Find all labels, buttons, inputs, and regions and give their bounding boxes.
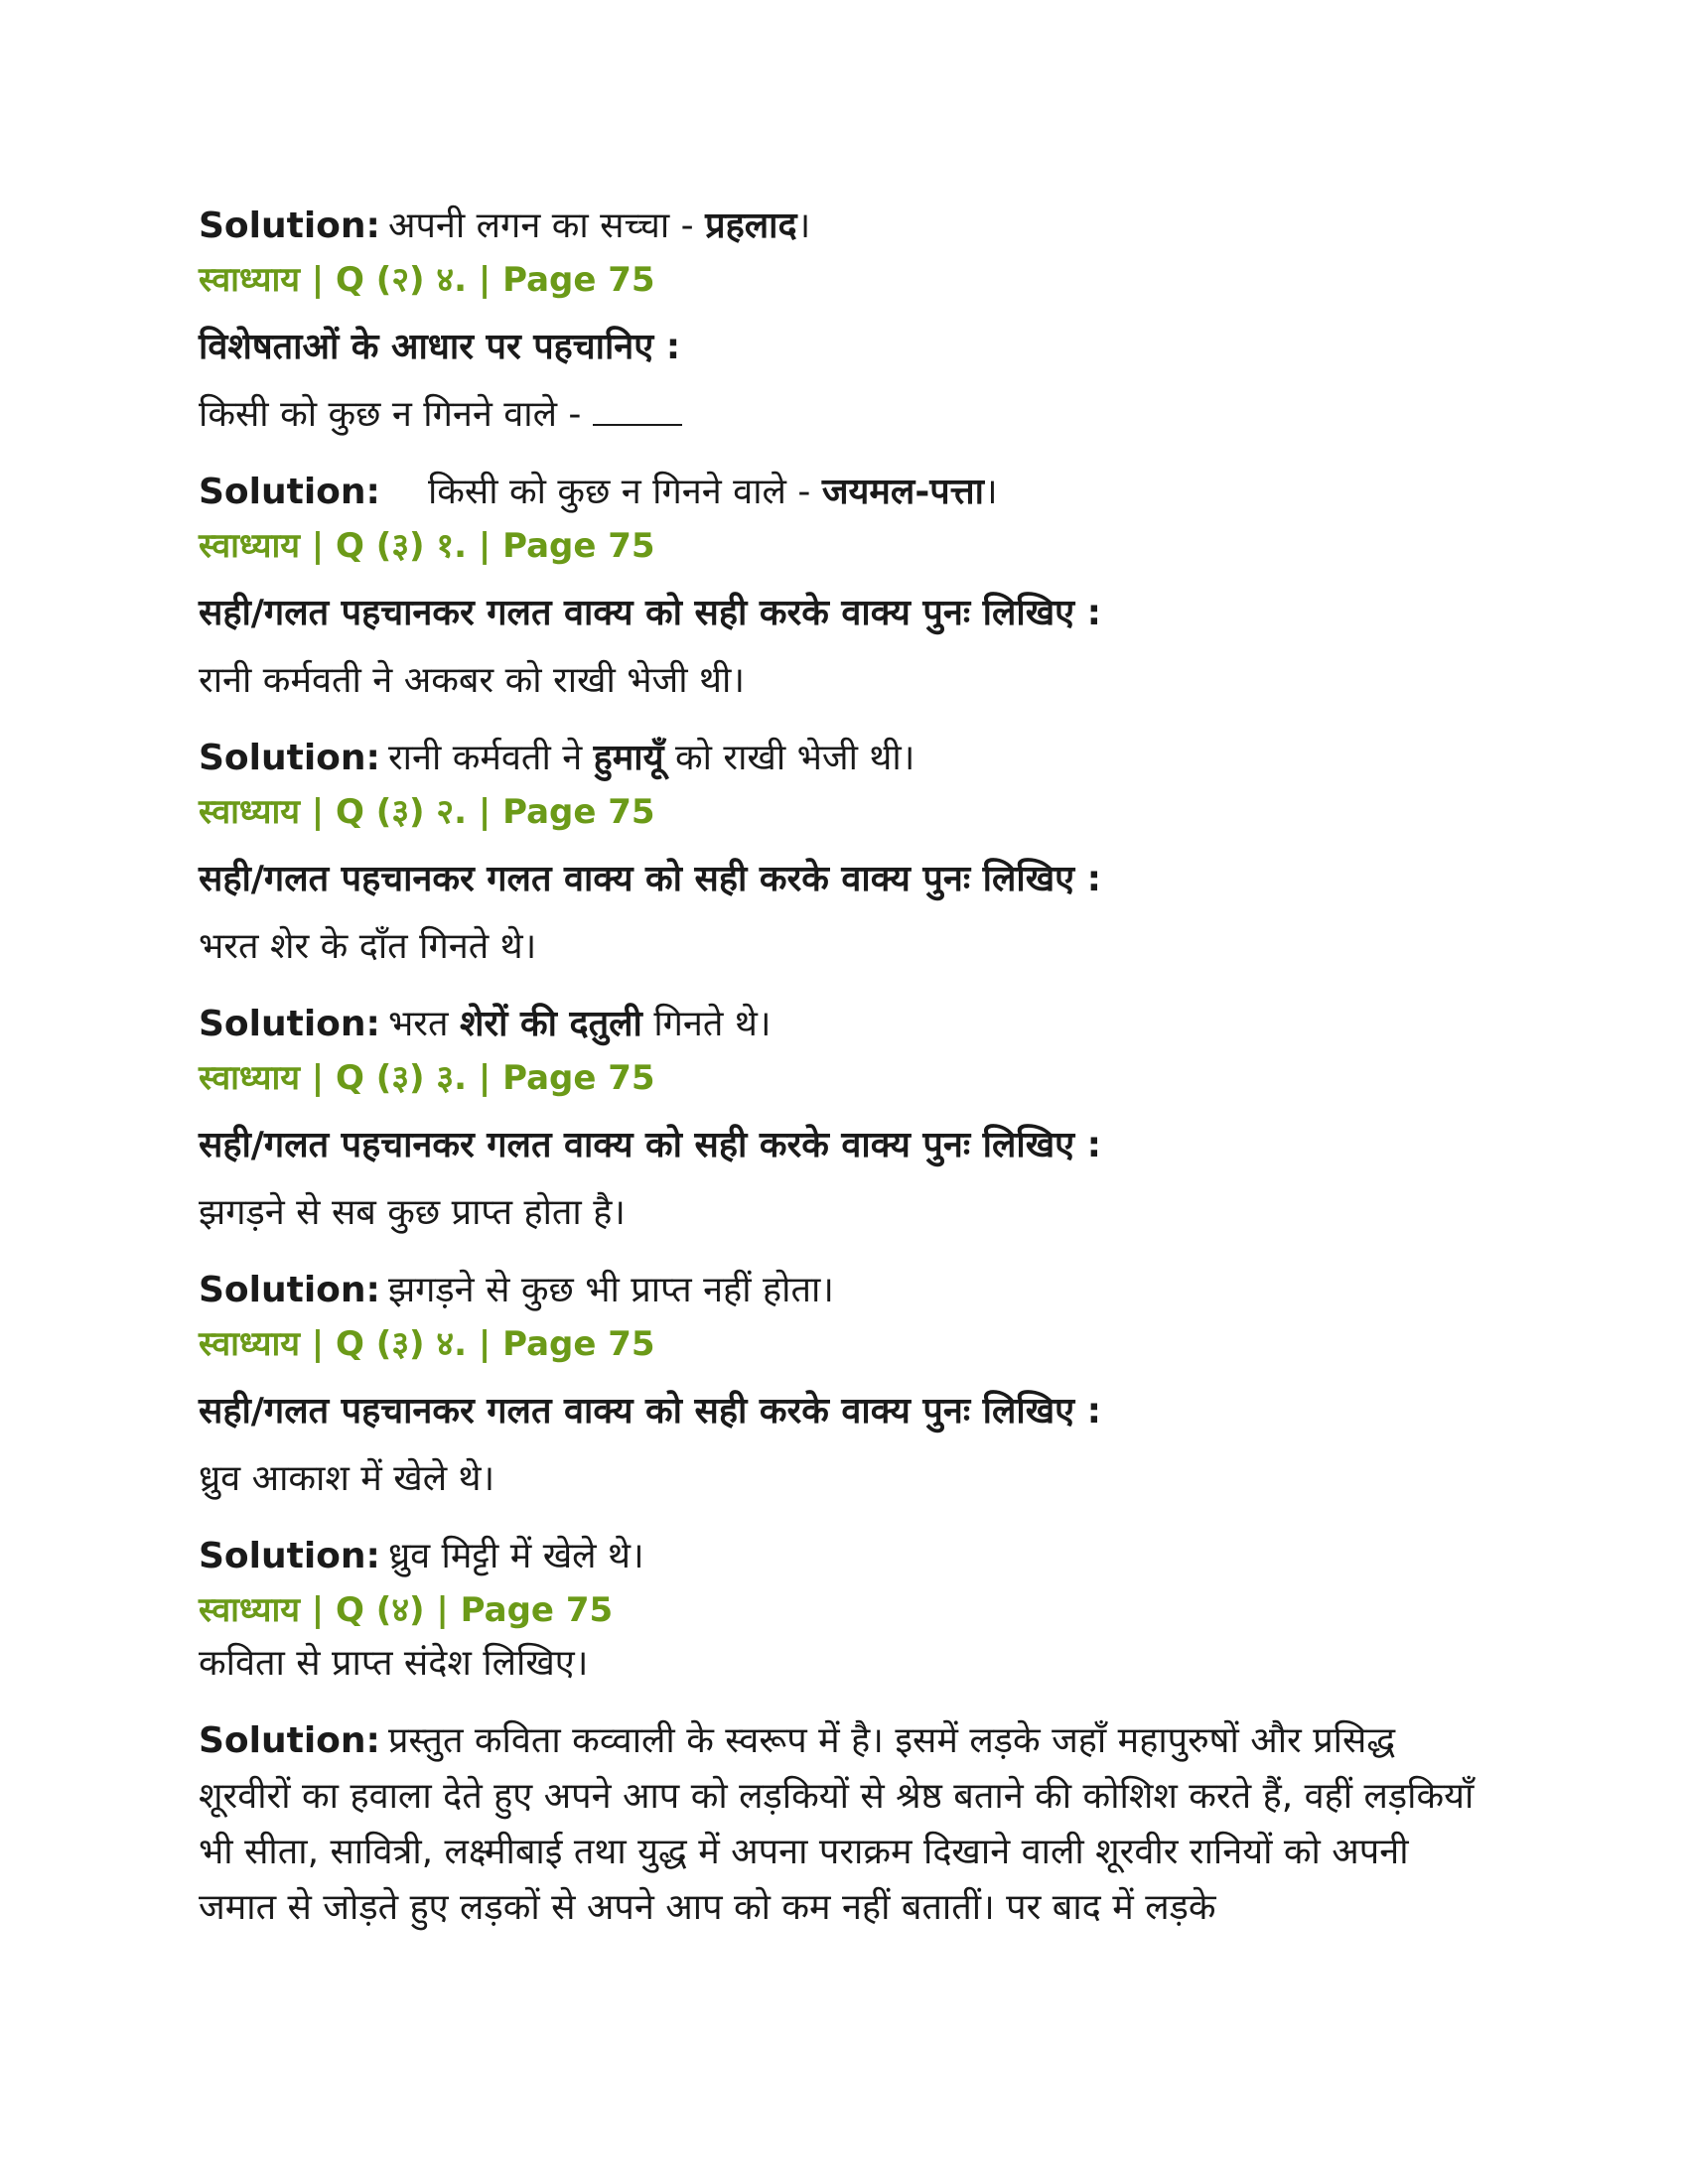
solution-paragraph <box>199 1713 1489 1936</box>
question-text: कविता से प्राप्त संदेश लिखिए। <box>199 1643 589 1684</box>
question-text: झगड़ने से सब कुछ प्राप्त होता है। <box>199 1192 626 1233</box>
question-heading: सही/गलत पहचानकर गलत वाक्य को सही करके वाक्य पुनः लिखिए : <box>199 859 1101 899</box>
question-heading: सही/गलत पहचानकर गलत वाक्य को सही करके वाक्य पुनः लिखिए : <box>199 1391 1101 1432</box>
solution-label: Solution: <box>199 472 380 512</box>
solution-text-end: गिनते थे। <box>641 1004 772 1044</box>
solution-label: Solution: <box>199 1270 380 1310</box>
solution-text-end: । <box>983 472 998 512</box>
solution-line <box>199 997 1489 1052</box>
solution-label: Solution: <box>199 205 380 246</box>
solution-text: प्रस्तुत कविता कव्वाली के स्वरूप में है। इसमें लड़के जहाँ महापुरुषों और प्रसिद्ध शूरवीरों का हवाला देते हुए अपने आप को लड़कियों से श्रेष्ठ बताने की कोशिश करते हैं, वहीं लड़कियाँ भी सीता, सावित्री, लक्ष्मीबाई तथा युद्ध में अपना पराक्रम दिखाने वाली शूरवीर रानियों को अपनी जमात से जोड़ते हुए लड़कों से अपने आप को कम नहीं बतातीं। पर बाद में लड़के <box>199 1720 1475 1928</box>
solution-text: किसी को कुछ न गिनने वाले - <box>427 472 822 512</box>
question-text: भरत शेर के दाँत गिनते थे। <box>199 926 537 967</box>
solution-answer: हुमायूँ <box>593 738 664 778</box>
solution-text: झगड़ने से कुछ भी प्राप्त नहीं होता। <box>387 1270 834 1310</box>
solution-text: रानी कर्मवती ने <box>387 738 594 778</box>
question-heading: विशेषताओं के आधार पर पहचानिए : <box>199 327 681 367</box>
question-reference: स्वाध्याय | Q (४) | Page 75 <box>199 1590 614 1630</box>
solution-label: Solution: <box>199 1720 380 1761</box>
solution-line <box>199 465 1489 520</box>
solution-text: ध्रुव मिट्टी में खेले थे। <box>387 1536 644 1576</box>
solution-line <box>199 1529 1489 1584</box>
question-heading: सही/गलत पहचानकर गलत वाक्य को सही करके वाक्य पुनः लिखिए : <box>199 593 1101 633</box>
solution-label: Solution: <box>199 1536 380 1576</box>
solution-line <box>199 199 1489 254</box>
solution-text-end: । <box>796 205 811 246</box>
solution-text-end: को राखी भेजी थी। <box>663 738 915 778</box>
solution-text: भरत <box>387 1004 460 1044</box>
question-reference: स्वाध्याय | Q (३) २. | Page 75 <box>199 792 655 832</box>
solution-text: अपनी लगन का सच्चा - <box>387 205 706 246</box>
solution-label: Solution: <box>199 738 380 778</box>
page-content <box>199 199 1489 1936</box>
solution-answer: शेरों की दतुली <box>459 1004 642 1044</box>
question-reference: स्वाध्याय | Q (३) ३. | Page 75 <box>199 1058 655 1098</box>
question-reference: स्वाध्याय | Q (३) ४. | Page 75 <box>199 1324 655 1364</box>
question-text: रानी कर्मवती ने अकबर को राखी भेजी थी। <box>199 660 746 701</box>
question-text-content: किसी को कुछ न गिनने वाले - <box>199 394 593 435</box>
solution-answer: प्रहलाद <box>705 205 797 246</box>
solution-answer: जयमल-पत्ता <box>821 472 984 512</box>
question-reference: स्वाध्याय | Q (२) ४. | Page 75 <box>199 260 655 300</box>
solution-label: Solution: <box>199 1004 380 1044</box>
question-text: ध्रुव आकाश में खेले थे। <box>199 1458 495 1499</box>
question-text <box>199 387 1489 443</box>
question-reference: स्वाध्याय | Q (३) १. | Page 75 <box>199 526 655 566</box>
question-heading: सही/गलत पहचानकर गलत वाक्य को सही करके वाक्य पुनः लिखिए : <box>199 1125 1101 1165</box>
solution-line <box>199 731 1489 786</box>
solution-line <box>199 1263 1489 1318</box>
answer-blank <box>593 394 682 426</box>
